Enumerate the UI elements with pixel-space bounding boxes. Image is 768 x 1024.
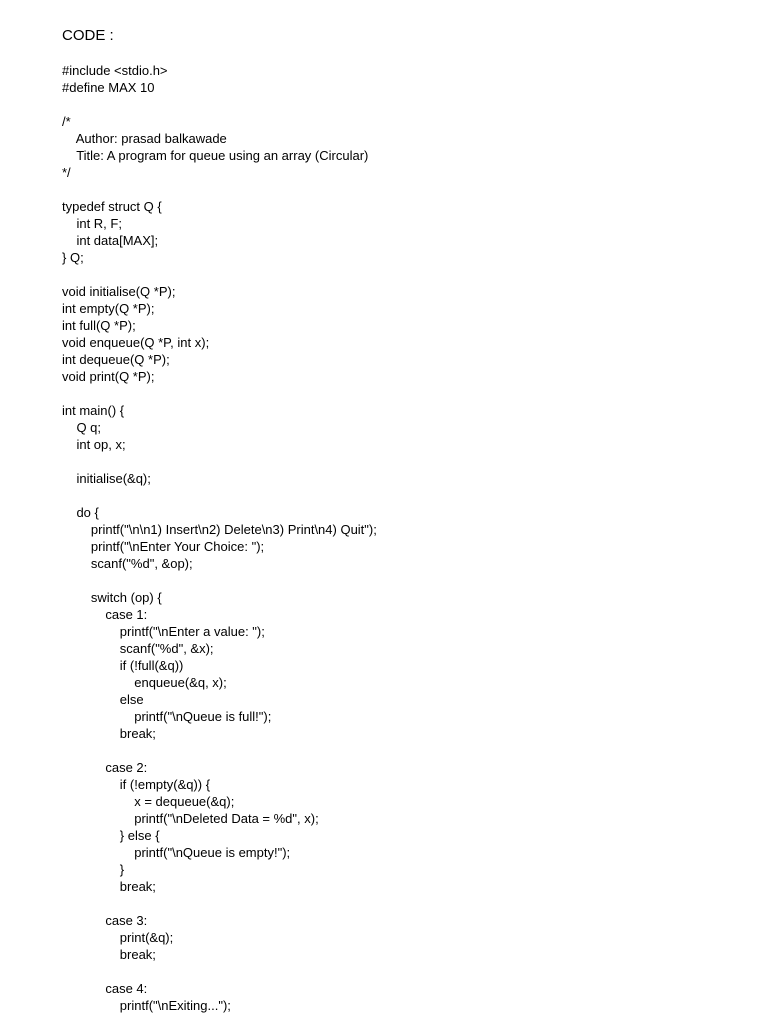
- code-line: #define MAX 10: [62, 80, 155, 95]
- code-line: initialise(&q);: [62, 471, 151, 486]
- code-line: */: [62, 165, 71, 180]
- code-line: Q q;: [62, 420, 102, 435]
- code-line: do {: [62, 505, 99, 520]
- code-line: int empty(Q *P);: [62, 301, 155, 316]
- code-line: [62, 385, 752, 402]
- code-line: scanf("%d", &x);: [62, 641, 214, 656]
- code-line: printf("\nDeleted Data = %d", x);: [62, 811, 319, 826]
- code-block: [62, 62, 752, 1014]
- code-line: if (!empty(&q)) {: [62, 777, 211, 792]
- code-line: if (!full(&q)): [62, 658, 184, 673]
- code-line: void initialise(Q *P);: [62, 284, 176, 299]
- code-line: int op, x;: [62, 437, 126, 452]
- code-line: /*: [62, 114, 71, 129]
- code-line: int R, F;: [62, 216, 122, 231]
- code-line: } Q;: [62, 250, 84, 265]
- code-line: void print(Q *P);: [62, 369, 155, 384]
- code-line: printf("\nEnter a value: ");: [62, 624, 265, 639]
- code-line: scanf("%d", &op);: [62, 556, 193, 571]
- code-line: [62, 572, 752, 589]
- code-line: [62, 895, 752, 912]
- code-line: [62, 181, 752, 198]
- code-line: int main() {: [62, 403, 125, 418]
- code-line: int dequeue(Q *P);: [62, 352, 170, 367]
- code-line: void enqueue(Q *P, int x);: [62, 335, 210, 350]
- code-line: switch (op) {: [62, 590, 162, 605]
- code-line: printf("\n\n1) Insert\n2) Delete\n3) Print\n4) Quit");: [62, 522, 377, 537]
- code-line: x = dequeue(&q);: [62, 794, 235, 809]
- code-line: printf("\nQueue is full!");: [62, 709, 272, 724]
- code-line: #include <stdio.h>: [62, 63, 168, 78]
- code-line: print(&q);: [62, 930, 174, 945]
- code-line: typedef struct Q {: [62, 199, 162, 214]
- code-line: case 3:: [62, 913, 148, 928]
- code-line: [62, 963, 752, 980]
- code-line: [62, 742, 752, 759]
- code-line: printf("\nQueue is empty!");: [62, 845, 291, 860]
- code-line: Author: prasad balkawade: [62, 131, 227, 146]
- code-line: [62, 453, 752, 470]
- code-line: break;: [62, 947, 156, 962]
- code-line: break;: [62, 879, 156, 894]
- code-line: int full(Q *P);: [62, 318, 136, 333]
- code-line: }: [62, 862, 125, 877]
- code-line: } else {: [62, 828, 160, 843]
- code-line: break;: [62, 726, 156, 741]
- code-line: Title: A program for queue using an array (Circular): [62, 148, 369, 163]
- code-line: else: [62, 692, 144, 707]
- code-line: int data[MAX];: [62, 233, 159, 248]
- code-line: case 1:: [62, 607, 148, 622]
- code-line: printf("\nExiting...");: [62, 998, 231, 1013]
- code-line: [62, 487, 752, 504]
- code-line: printf("\nEnter Your Choice: ");: [62, 539, 265, 554]
- code-heading: CODE :: [62, 27, 114, 44]
- code-line: enqueue(&q, x);: [62, 675, 227, 690]
- code-line: [62, 96, 752, 113]
- code-line: [62, 266, 752, 283]
- code-line: case 2:: [62, 760, 148, 775]
- code-line: case 4:: [62, 981, 148, 996]
